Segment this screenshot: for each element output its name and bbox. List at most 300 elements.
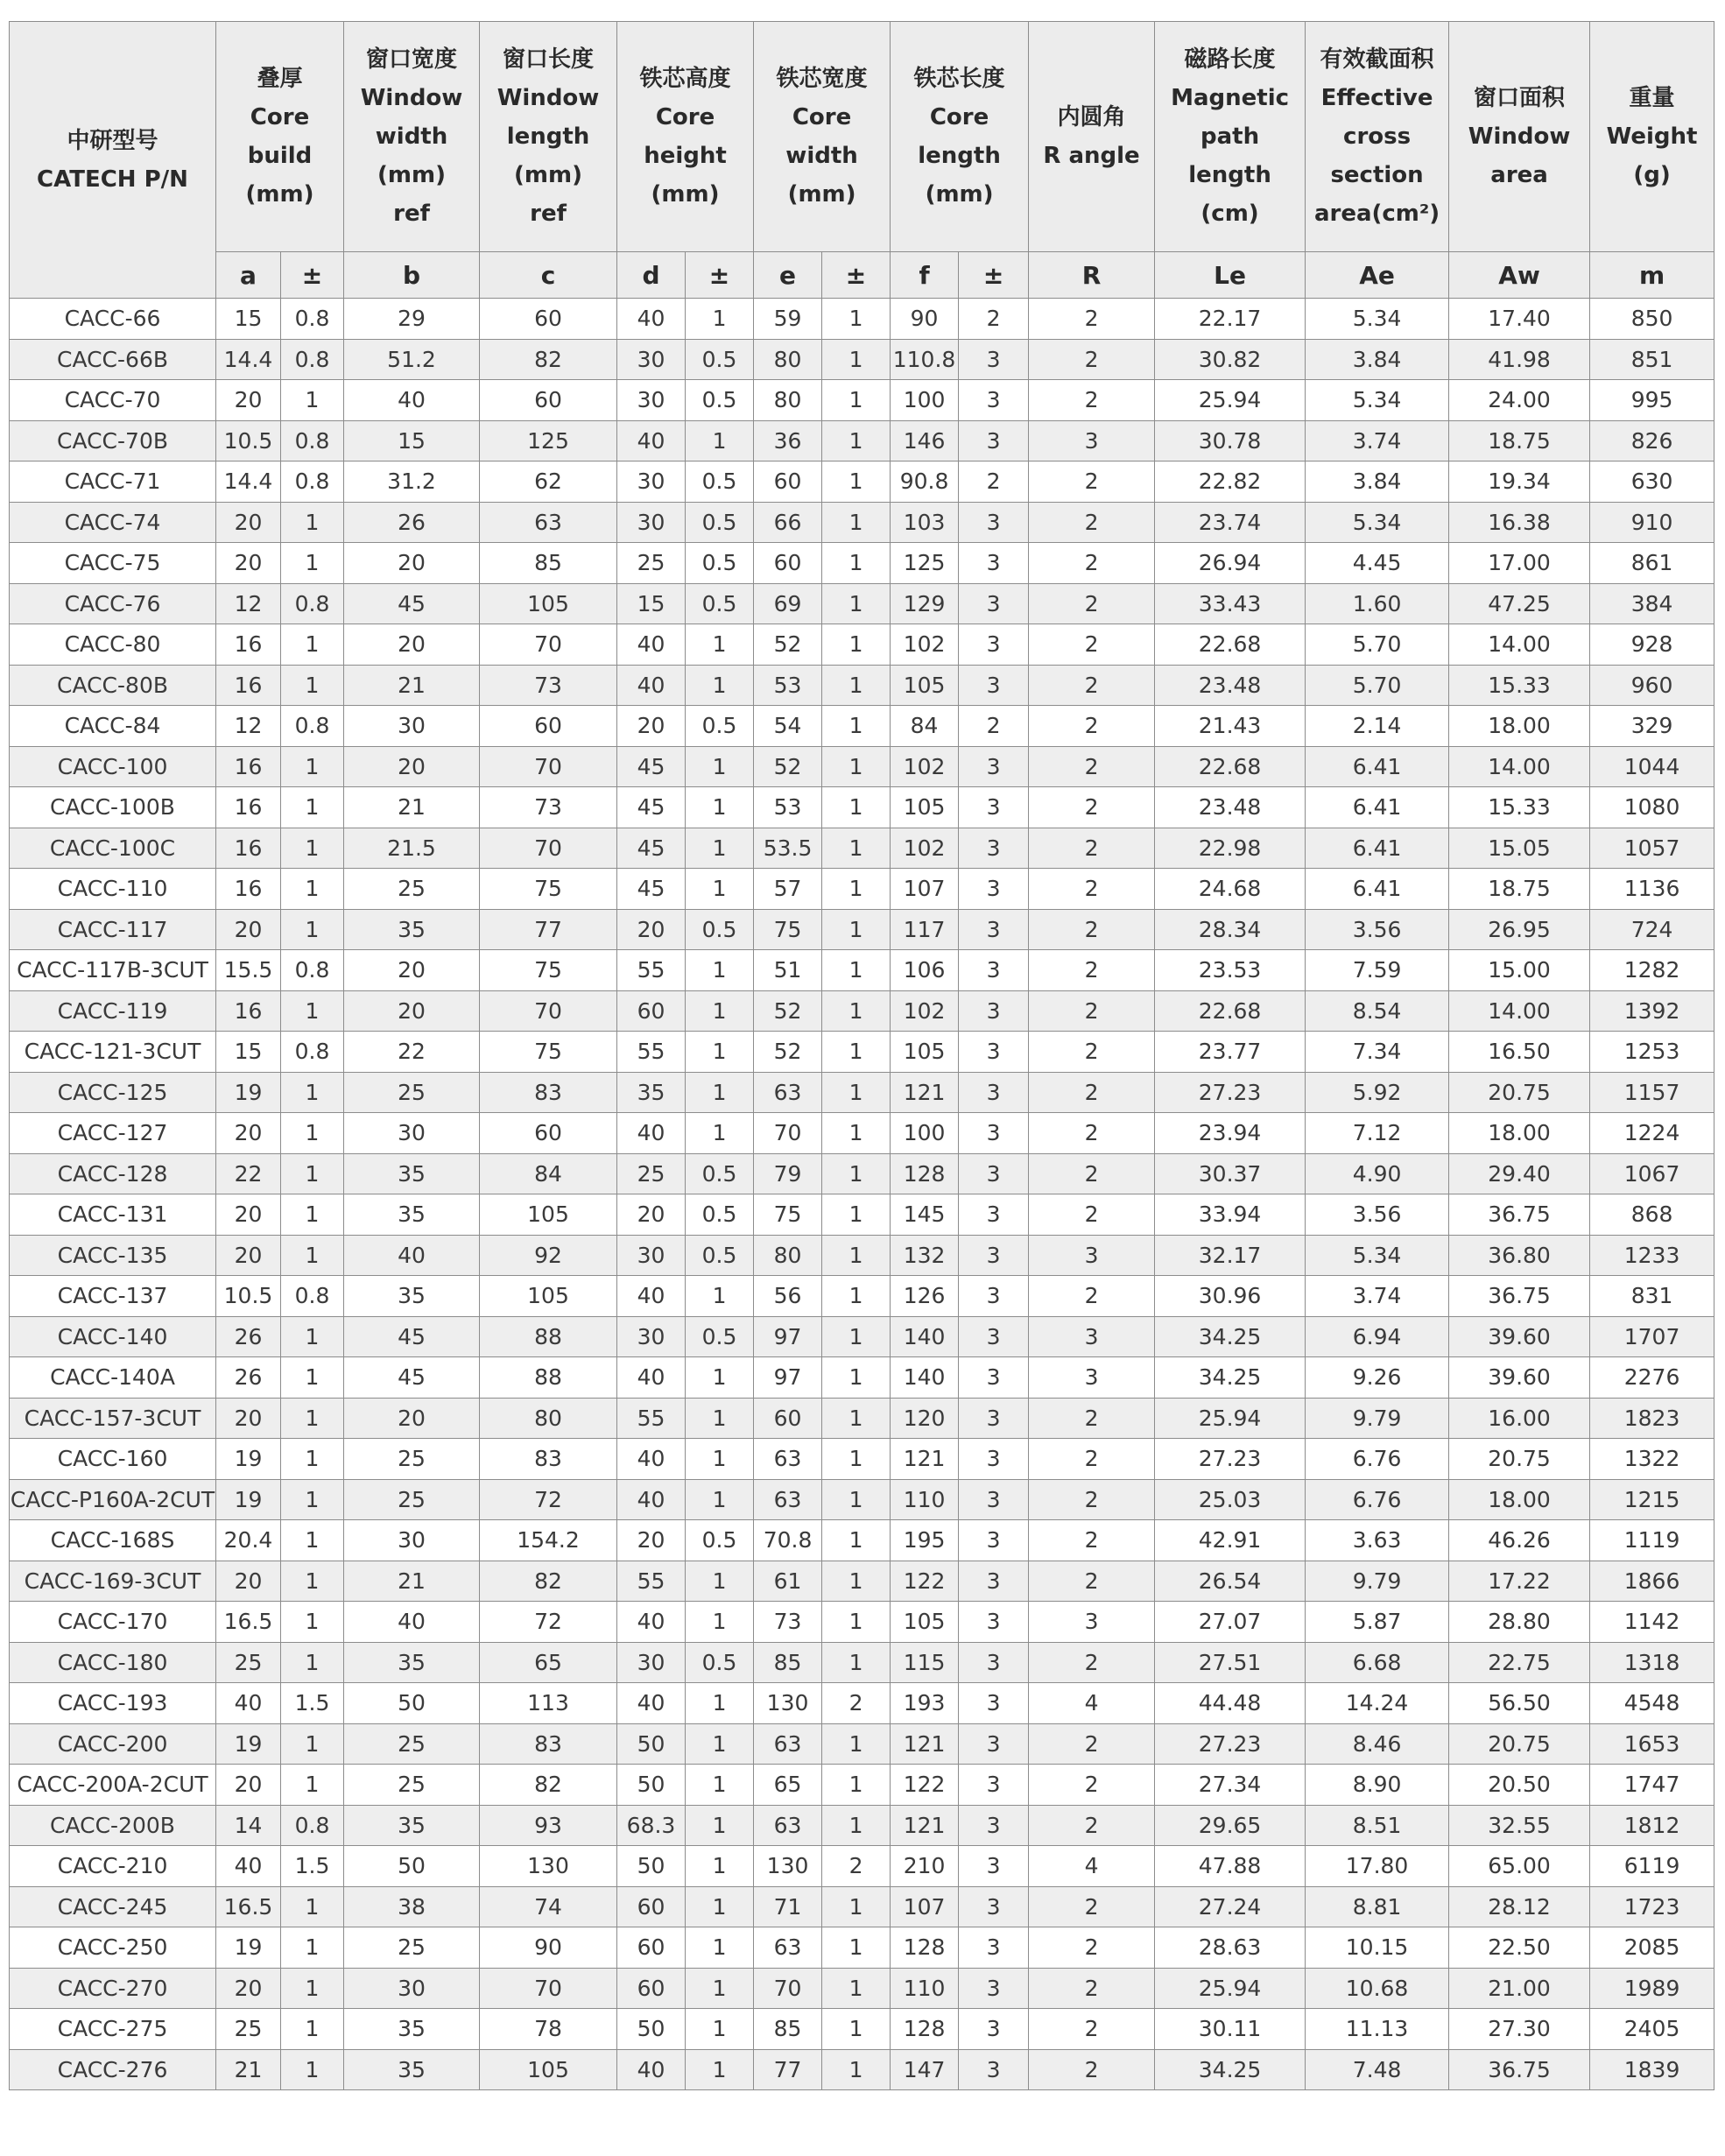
table-cell: 7.59	[1306, 950, 1449, 991]
subheader-cell: f	[891, 252, 959, 299]
table-cell: 3	[1029, 420, 1155, 461]
table-cell: 25	[344, 1723, 480, 1765]
table-cell: 51.2	[344, 339, 480, 380]
table-cell: 40	[617, 665, 686, 706]
header-effective-cross-section: 有效截面积 Effective cross section area(cm²)	[1306, 22, 1449, 252]
table-cell: 5.92	[1306, 1072, 1449, 1113]
table-row	[10, 1520, 1714, 1561]
table-cell: 121	[891, 1072, 959, 1113]
table-cell: 3	[959, 1683, 1029, 1724]
table-cell: 60	[617, 1968, 686, 2009]
table-cell: 66	[754, 502, 822, 543]
table-cell: 26.94	[1155, 543, 1306, 584]
table-cell: 0.5	[686, 461, 754, 503]
table-cell: 14.00	[1449, 746, 1590, 787]
part-number-cell: CACC-170	[10, 1602, 216, 1643]
part-number-cell: CACC-100C	[10, 828, 216, 869]
table-cell: 97	[754, 1357, 822, 1399]
table-row	[10, 746, 1714, 787]
table-cell: 0.5	[686, 1520, 754, 1561]
table-cell: 16.00	[1449, 1398, 1590, 1439]
table-cell: 22	[344, 1032, 480, 1073]
table-cell: 1	[686, 990, 754, 1032]
table-cell: 0.8	[281, 420, 344, 461]
table-cell: 102	[891, 990, 959, 1032]
table-cell: 1	[281, 746, 344, 787]
table-cell: 30.37	[1155, 1153, 1306, 1194]
core-spec-table	[9, 21, 1714, 2090]
table-cell: 30	[344, 1968, 480, 2009]
table-cell: 106	[891, 950, 959, 991]
table-cell: 1067	[1590, 1153, 1714, 1194]
table-cell: 20	[344, 543, 480, 584]
table-row	[10, 1398, 1714, 1439]
table-row	[10, 1683, 1714, 1724]
table-row	[10, 1968, 1714, 2009]
table-cell: 39.60	[1449, 1357, 1590, 1399]
part-number-cell: CACC-193	[10, 1683, 216, 1724]
header-core-height: 铁芯高度 Core height (mm)	[617, 22, 754, 252]
table-cell: 25.94	[1155, 380, 1306, 421]
table-cell: 3	[959, 2009, 1029, 2050]
table-cell: 22.98	[1155, 828, 1306, 869]
table-cell: 851	[1590, 339, 1714, 380]
table-cell: 1	[822, 909, 891, 950]
table-cell: 0.5	[686, 583, 754, 624]
table-cell: 0.5	[686, 543, 754, 584]
part-number-cell: CACC-245	[10, 1886, 216, 1927]
table-cell: 2	[1029, 583, 1155, 624]
table-cell: 1	[822, 339, 891, 380]
table-cell: 147	[891, 2049, 959, 2090]
table-cell: 16	[216, 787, 281, 828]
table-cell: 3	[959, 869, 1029, 910]
table-cell: 78	[480, 2009, 617, 2050]
table-cell: 33.94	[1155, 1194, 1306, 1236]
table-cell: 34.25	[1155, 1316, 1306, 1357]
table-cell: 2	[1029, 1194, 1155, 1236]
table-cell: 1	[281, 502, 344, 543]
part-number-cell: CACC-160	[10, 1439, 216, 1480]
table-cell: 1	[281, 1642, 344, 1683]
table-cell: 1	[281, 1072, 344, 1113]
table-row	[10, 1927, 1714, 1969]
table-cell: 3.74	[1306, 1276, 1449, 1317]
table-cell: 20	[216, 1194, 281, 1236]
table-cell: 16	[216, 869, 281, 910]
table-cell: 40	[216, 1846, 281, 1887]
part-number-cell: CACC-71	[10, 461, 216, 503]
table-cell: 3	[959, 502, 1029, 543]
table-cell: 1	[281, 1968, 344, 2009]
table-cell: 3	[959, 583, 1029, 624]
header-window-length: 窗口长度 Window length (mm) ref	[480, 22, 617, 252]
table-row	[10, 869, 1714, 910]
table-cell: 130	[754, 1683, 822, 1724]
table-cell: 75	[480, 950, 617, 991]
table-cell: 40	[617, 1276, 686, 1317]
table-row	[10, 787, 1714, 828]
table-cell: 60	[617, 1927, 686, 1969]
table-cell: 1	[686, 1113, 754, 1154]
subheader-cell: c	[480, 252, 617, 299]
table-row	[10, 2049, 1714, 2090]
table-cell: 40	[216, 1683, 281, 1724]
table-cell: 14.00	[1449, 624, 1590, 666]
table-cell: 15.05	[1449, 828, 1590, 869]
table-cell: 1233	[1590, 1235, 1714, 1276]
table-cell: 102	[891, 624, 959, 666]
table-cell: 1	[686, 869, 754, 910]
table-cell: 19	[216, 1072, 281, 1113]
part-number-cell: CACC-200B	[10, 1805, 216, 1846]
table-cell: 100	[891, 380, 959, 421]
table-cell: 2	[959, 299, 1029, 340]
table-cell: 1	[686, 1032, 754, 1073]
table-cell: 1	[822, 1316, 891, 1357]
table-cell: 6.76	[1306, 1479, 1449, 1520]
table-cell: 105	[891, 1032, 959, 1073]
table-cell: 90	[480, 1927, 617, 1969]
table-cell: 83	[480, 1723, 617, 1765]
table-cell: 1	[822, 1072, 891, 1113]
table-cell: 0.8	[281, 339, 344, 380]
table-cell: 23.77	[1155, 1032, 1306, 1073]
table-cell: 22.17	[1155, 299, 1306, 340]
table-cell: 36.75	[1449, 1194, 1590, 1236]
table-cell: 22.82	[1155, 461, 1306, 503]
table-cell: 26	[344, 502, 480, 543]
table-cell: 1	[281, 1316, 344, 1357]
table-cell: 3	[959, 909, 1029, 950]
part-number-cell: CACC-76	[10, 583, 216, 624]
table-cell: 70	[480, 624, 617, 666]
table-cell: 1318	[1590, 1642, 1714, 1683]
table-cell: 75	[480, 1032, 617, 1073]
table-cell: 0.5	[686, 380, 754, 421]
table-cell: 40	[617, 1683, 686, 1724]
table-cell: 6.94	[1306, 1316, 1449, 1357]
table-cell: 2	[1029, 1805, 1155, 1846]
table-cell: 146	[891, 420, 959, 461]
table-cell: 19	[216, 1479, 281, 1520]
part-number-cell: CACC-270	[10, 1968, 216, 2009]
table-cell: 3	[959, 990, 1029, 1032]
table-row	[10, 1276, 1714, 1317]
table-cell: 63	[754, 1479, 822, 1520]
header-row	[10, 22, 1714, 252]
table-cell: 3	[959, 1723, 1029, 1765]
table-cell: 2	[1029, 787, 1155, 828]
table-cell: 73	[480, 665, 617, 706]
table-cell: 3.56	[1306, 1194, 1449, 1236]
table-cell: 55	[617, 1398, 686, 1439]
part-number-cell: CACC-110	[10, 869, 216, 910]
table-cell: 1	[822, 950, 891, 991]
table-cell: 29	[344, 299, 480, 340]
table-cell: 82	[480, 1561, 617, 1602]
table-cell: 1282	[1590, 950, 1714, 991]
table-cell: 20.75	[1449, 1439, 1590, 1480]
table-cell: 90.8	[891, 461, 959, 503]
part-number-cell: CACC-169-3CUT	[10, 1561, 216, 1602]
table-cell: 82	[480, 1765, 617, 1806]
table-cell: 831	[1590, 1276, 1714, 1317]
table-cell: 60	[480, 380, 617, 421]
table-cell: 0.8	[281, 1276, 344, 1317]
table-cell: 1	[686, 1439, 754, 1480]
table-cell: 2	[1029, 990, 1155, 1032]
table-cell: 3	[1029, 1602, 1155, 1643]
table-cell: 63	[754, 1927, 822, 1969]
table-cell: 31.2	[344, 461, 480, 503]
table-cell: 27.23	[1155, 1723, 1306, 1765]
table-cell: 20	[216, 1765, 281, 1806]
table-cell: 2085	[1590, 1927, 1714, 1969]
table-cell: 1	[686, 1398, 754, 1439]
table-cell: 20	[617, 909, 686, 950]
table-cell: 140	[891, 1316, 959, 1357]
table-cell: 1	[822, 1235, 891, 1276]
table-cell: 3	[1029, 1235, 1155, 1276]
table-cell: 1	[822, 665, 891, 706]
table-row	[10, 1805, 1714, 1846]
table-cell: 1	[281, 828, 344, 869]
part-number-cell: CACC-117B-3CUT	[10, 950, 216, 991]
table-cell: 1	[822, 1968, 891, 2009]
table-cell: 1	[281, 1765, 344, 1806]
table-cell: 3	[959, 665, 1029, 706]
table-row	[10, 1642, 1714, 1683]
table-cell: 30	[344, 706, 480, 747]
table-cell: 1	[686, 1357, 754, 1399]
table-cell: 1	[822, 1602, 891, 1643]
table-cell: 10.15	[1306, 1927, 1449, 1969]
table-cell: 60	[617, 990, 686, 1032]
table-cell: 30	[617, 461, 686, 503]
table-cell: 0.8	[281, 299, 344, 340]
table-cell: 1	[686, 420, 754, 461]
table-cell: 2	[1029, 869, 1155, 910]
table-cell: 105	[891, 665, 959, 706]
table-cell: 329	[1590, 706, 1714, 747]
table-cell: 21	[216, 2049, 281, 2090]
table-cell: 14.4	[216, 461, 281, 503]
table-cell: 1	[822, 1561, 891, 1602]
table-row	[10, 828, 1714, 869]
table-cell: 40	[617, 1113, 686, 1154]
table-cell: 50	[344, 1683, 480, 1724]
table-cell: 2	[1029, 1886, 1155, 1927]
table-cell: 80	[754, 1235, 822, 1276]
table-cell: 1322	[1590, 1439, 1714, 1480]
table-row	[10, 1113, 1714, 1154]
table-cell: 45	[344, 1316, 480, 1357]
table-cell: 45	[344, 583, 480, 624]
table-cell: 28.12	[1449, 1886, 1590, 1927]
table-cell: 50	[344, 1846, 480, 1887]
table-cell: 103	[891, 502, 959, 543]
table-cell: 15.00	[1449, 950, 1590, 991]
part-number-cell: CACC-66B	[10, 339, 216, 380]
table-cell: 53	[754, 665, 822, 706]
table-cell: 28.63	[1155, 1927, 1306, 1969]
header-core-build: 叠厚 Core build (mm)	[216, 22, 344, 252]
subheader-cell: ±	[281, 252, 344, 299]
table-cell: 0.5	[686, 1194, 754, 1236]
table-row	[10, 990, 1714, 1032]
subheader-cell: ±	[959, 252, 1029, 299]
table-cell: 42.91	[1155, 1520, 1306, 1561]
table-cell: 45	[617, 828, 686, 869]
table-cell: 1	[281, 1357, 344, 1399]
table-cell: 85	[754, 1642, 822, 1683]
table-cell: 1	[822, 461, 891, 503]
table-cell: 69	[754, 583, 822, 624]
table-cell: 45	[617, 869, 686, 910]
table-cell: 2	[959, 706, 1029, 747]
table-cell: 36.80	[1449, 1235, 1590, 1276]
table-cell: 17.22	[1449, 1561, 1590, 1602]
table-cell: 21	[344, 665, 480, 706]
table-cell: 129	[891, 583, 959, 624]
table-cell: 1	[686, 828, 754, 869]
table-cell: 23.74	[1155, 502, 1306, 543]
table-cell: 193	[891, 1683, 959, 1724]
subheader-cell: b	[344, 252, 480, 299]
table-cell: 32.55	[1449, 1805, 1590, 1846]
table-cell: 3	[959, 380, 1029, 421]
table-cell: 17.80	[1306, 1846, 1449, 1887]
table-cell: 1	[822, 1927, 891, 1969]
table-cell: 1	[281, 2049, 344, 2090]
table-cell: 995	[1590, 380, 1714, 421]
table-cell: 3	[959, 1235, 1029, 1276]
table-cell: 125	[891, 543, 959, 584]
table-cell: 6.41	[1306, 869, 1449, 910]
table-cell: 0.8	[281, 1805, 344, 1846]
table-cell: 63	[480, 502, 617, 543]
table-row	[10, 1479, 1714, 1520]
part-number-cell: CACC-275	[10, 2009, 216, 2050]
table-cell: 35	[344, 1642, 480, 1683]
table-cell: 16.5	[216, 1886, 281, 1927]
table-cell: 3	[959, 1439, 1029, 1480]
table-cell: 1	[281, 380, 344, 421]
table-cell: 30	[617, 1316, 686, 1357]
table-cell: 1	[822, 543, 891, 584]
table-cell: 45	[617, 787, 686, 828]
table-cell: 115	[891, 1642, 959, 1683]
subheader-cell: a	[216, 252, 281, 299]
header-part-number: 中研型号 CATECH P/N	[10, 22, 216, 299]
table-cell: 3	[959, 1113, 1029, 1154]
table-cell: 1	[686, 299, 754, 340]
table-cell: 18.00	[1449, 1479, 1590, 1520]
table-cell: 7.12	[1306, 1113, 1449, 1154]
table-cell: 63	[754, 1805, 822, 1846]
table-cell: 45	[617, 746, 686, 787]
part-number-cell: CACC-66	[10, 299, 216, 340]
table-cell: 3	[959, 1886, 1029, 1927]
table-cell: 2	[1029, 380, 1155, 421]
table-cell: 0.8	[281, 706, 344, 747]
table-cell: 50	[617, 1723, 686, 1765]
subheader-cell: ±	[822, 252, 891, 299]
table-cell: 25.94	[1155, 1968, 1306, 2009]
table-cell: 60	[480, 706, 617, 747]
table-cell: 2	[1029, 1113, 1155, 1154]
table-cell: 2	[1029, 1561, 1155, 1602]
table-cell: 4	[1029, 1846, 1155, 1887]
table-cell: 3	[959, 1072, 1029, 1113]
table-cell: 62	[480, 461, 617, 503]
table-cell: 1	[686, 1927, 754, 1969]
table-cell: 40	[617, 1479, 686, 1520]
table-cell: 3	[959, 2049, 1029, 2090]
table-cell: 1	[281, 1520, 344, 1561]
table-cell: 1653	[1590, 1723, 1714, 1765]
table-cell: 1	[822, 624, 891, 666]
table-cell: 9.79	[1306, 1561, 1449, 1602]
table-cell: 2276	[1590, 1357, 1714, 1399]
table-cell: 90	[891, 299, 959, 340]
table-cell: 40	[344, 1235, 480, 1276]
part-number-cell: CACC-137	[10, 1276, 216, 1317]
table-cell: 1	[822, 706, 891, 747]
table-cell: 105	[480, 1194, 617, 1236]
table-cell: 130	[754, 1846, 822, 1887]
table-cell: 20	[344, 990, 480, 1032]
part-number-cell: CACC-128	[10, 1153, 216, 1194]
table-cell: 53	[754, 787, 822, 828]
table-cell: 1142	[1590, 1602, 1714, 1643]
subheader-cell: Le	[1155, 252, 1306, 299]
table-cell: 21	[344, 1561, 480, 1602]
table-cell: 70	[480, 990, 617, 1032]
table-cell: 1	[281, 1194, 344, 1236]
table-cell: 15	[344, 420, 480, 461]
table-cell: 36.75	[1449, 1276, 1590, 1317]
table-cell: 40	[344, 1602, 480, 1643]
table-cell: 20.75	[1449, 1723, 1590, 1765]
table-cell: 128	[891, 1927, 959, 1969]
table-cell: 40	[617, 624, 686, 666]
table-cell: 20	[216, 502, 281, 543]
table-cell: 17.00	[1449, 543, 1590, 584]
table-cell: 12	[216, 583, 281, 624]
table-cell: 1	[822, 869, 891, 910]
table-cell: 1	[822, 746, 891, 787]
table-cell: 54	[754, 706, 822, 747]
table-cell: 3	[959, 1194, 1029, 1236]
table-cell: 1	[281, 1723, 344, 1765]
table-cell: 132	[891, 1235, 959, 1276]
table-cell: 92	[480, 1235, 617, 1276]
table-cell: 1	[281, 1886, 344, 1927]
table-cell: 26	[216, 1316, 281, 1357]
table-cell: 826	[1590, 420, 1714, 461]
table-cell: 25	[344, 1439, 480, 1480]
table-cell: 27.51	[1155, 1642, 1306, 1683]
table-cell: 21.43	[1155, 706, 1306, 747]
table-cell: 1	[686, 624, 754, 666]
table-row	[10, 420, 1714, 461]
table-cell: 2	[1029, 2009, 1155, 2050]
table-cell: 6119	[1590, 1846, 1714, 1887]
part-number-cell: CACC-80	[10, 624, 216, 666]
table-cell: 1	[822, 1276, 891, 1317]
